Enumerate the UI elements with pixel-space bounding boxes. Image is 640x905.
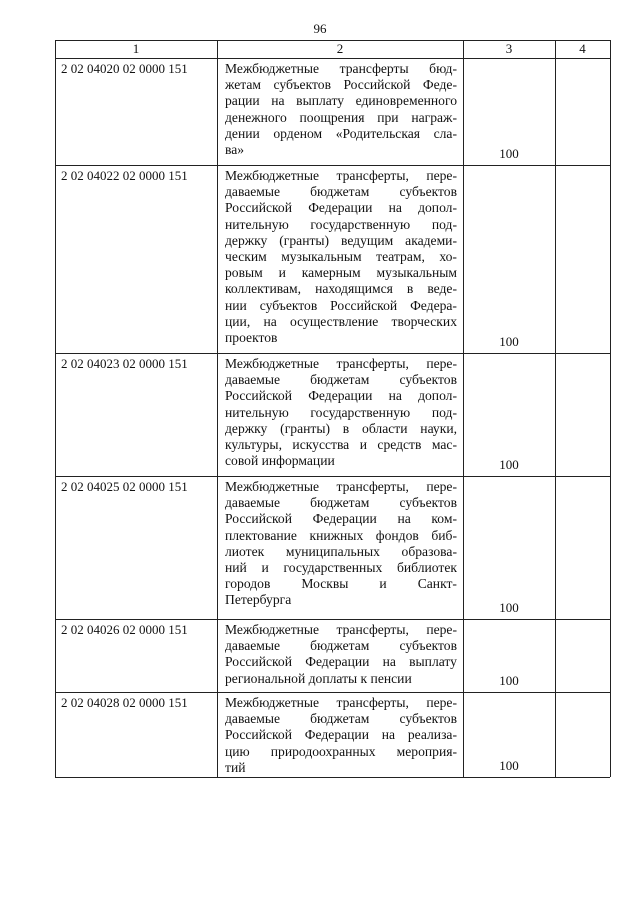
description-line: ний и государственных библиотек (225, 560, 457, 576)
column-header-1: 1 (132, 41, 140, 56)
description-line: даваемые бюджетам субъектов (225, 372, 457, 388)
description-line: даваемые бюджетам субъектов (225, 495, 457, 511)
column-divider (555, 40, 556, 777)
amount-value: 100 (499, 146, 519, 161)
description-line: Российской Федерации на допол- (225, 200, 457, 216)
table-border-top (55, 40, 610, 41)
budget-table (55, 40, 610, 777)
column-header-2: 2 (336, 41, 344, 56)
description-line: держку (гранты) в области науки, (225, 420, 457, 436)
description-line: Межбюджетные трансферты, пере- (225, 168, 457, 183)
description-line: Межбюджетные трансферты, пере- (225, 479, 457, 494)
description-line: культуры, искусства и средств мас- (225, 437, 457, 453)
description-line: даваемые бюджетам субъектов (225, 638, 457, 654)
column-divider (55, 40, 56, 777)
row-divider (55, 165, 610, 166)
description-line: плектование книжных фондов биб- (225, 527, 457, 543)
description-line: проектов (225, 330, 278, 346)
description-line: нительную государственную под- (225, 216, 457, 232)
description-line: коллективам, находящимся в веде- (225, 281, 457, 297)
description-line: Межбюджетные трансферты бюд- (225, 61, 457, 76)
description-line: ческим музыкальным театрам, хо- (225, 249, 457, 265)
description-line: тий (225, 759, 246, 775)
column-header-4: 4 (579, 41, 586, 56)
table-border-bottom (55, 777, 610, 778)
budget-code: 2 02 04028 02 0000 151 (61, 695, 188, 710)
description-line: городов Москвы и Санкт- (225, 576, 457, 592)
amount-value: 100 (499, 600, 519, 615)
page-number: 96 (313, 21, 327, 36)
description-line: ции, на осуществление творческих (225, 313, 457, 329)
description-line: ва» (225, 142, 245, 158)
row-divider (55, 353, 610, 354)
column-divider (463, 40, 464, 777)
description-line: нительную государственную под- (225, 404, 457, 420)
description-line: Российской Федерации на допол- (225, 388, 457, 404)
description-line: Межбюджетные трансферты, пере- (225, 695, 457, 710)
row-divider (55, 619, 610, 620)
description-line: жетам субъектов Российской Феде- (225, 77, 457, 93)
budget-code: 2 02 04023 02 0000 151 (61, 356, 188, 371)
row-divider (55, 692, 610, 693)
amount-value: 100 (499, 758, 519, 773)
description-line: совой информации (225, 453, 335, 469)
description-line: Российской Федерации на выплату (225, 654, 457, 670)
budget-description (225, 61, 457, 158)
description-line: Российской Федерации на ком- (225, 511, 457, 527)
description-line: нии субъектов Российской Федера- (225, 297, 457, 313)
amount-value: 100 (499, 457, 519, 472)
description-line: дении орденом «Родительская сла- (225, 125, 457, 141)
row-divider (55, 476, 610, 477)
description-line: рации на выплату единовременного (225, 93, 457, 109)
budget-description (225, 479, 457, 609)
description-line: региональной доплаты к пенсии (225, 670, 412, 686)
amount-value: 100 (499, 334, 519, 349)
budget-code: 2 02 04022 02 0000 151 (61, 168, 188, 183)
column-divider (610, 40, 611, 777)
amount-value: 100 (499, 673, 519, 688)
description-line: ровым и камерным музыкальным (225, 265, 457, 281)
description-line: цию природоохранных мероприя- (225, 743, 457, 759)
description-line: держку (гранты) ведущим академи- (225, 232, 457, 248)
budget-description (225, 168, 457, 346)
description-line: денежного поощрения при награж- (225, 109, 457, 125)
column-header-3: 3 (505, 41, 513, 56)
budget-code: 2 02 04020 02 0000 151 (61, 61, 188, 76)
description-line: Межбюджетные трансферты, пере- (225, 622, 457, 637)
description-line: Петербурга (225, 592, 292, 608)
column-divider (217, 40, 218, 777)
budget-description (225, 356, 457, 469)
budget-description (225, 695, 457, 776)
description-line: даваемые бюджетам субъектов (225, 711, 457, 727)
budget-code: 2 02 04026 02 0000 151 (61, 622, 188, 637)
description-line: лиотек муниципальных образова- (225, 543, 457, 559)
description-line: даваемые бюджетам субъектов (225, 184, 457, 200)
budget-description (225, 622, 457, 687)
row-divider (55, 58, 610, 59)
description-line: Межбюджетные трансферты, пере- (225, 356, 457, 371)
description-line: Российской Федерации на реализа- (225, 727, 457, 743)
budget-code: 2 02 04025 02 0000 151 (61, 479, 188, 494)
